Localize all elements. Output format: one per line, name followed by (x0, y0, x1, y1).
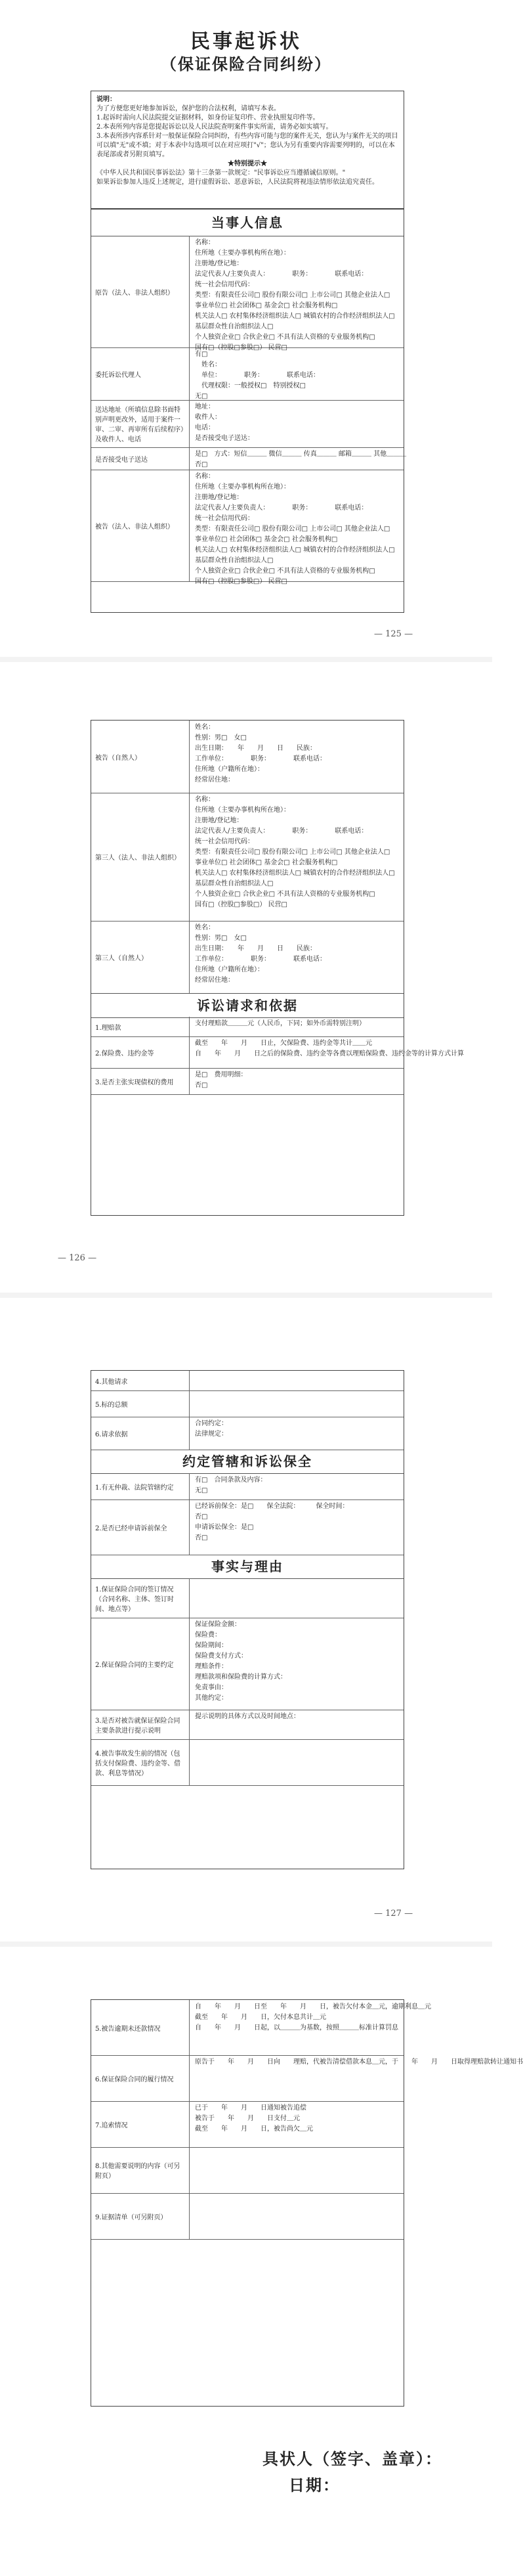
row-line: 有□ (195, 351, 208, 358)
row-label: 3.是否对被告就保证保险合同主要条款进行提示说明 (91, 1710, 190, 1739)
row-label: 1.保证保险合同的签订情况（合同名称、主体、签订时间、地点等） (91, 1578, 190, 1618)
row-line: 理赔款项和保险费的计算方式： (195, 1674, 287, 1681)
row-line: 合同约定： (195, 1420, 228, 1427)
row-value[interactable] (190, 400, 404, 447)
row-line: 保险费支付方式： (195, 1653, 247, 1660)
row-line: 注册地/登记地： (195, 494, 243, 501)
table-row (91, 921, 404, 994)
row-value[interactable] (190, 2147, 404, 2193)
row-label: 9.证据清单（可另附页） (91, 2193, 190, 2239)
row-line: 收件人： (195, 414, 221, 421)
row-line: 统一社会信用代码： (195, 838, 254, 845)
table-row (91, 2000, 431, 2056)
row-line: 姓名： (195, 724, 215, 731)
row-line: 性别：男□ 女□ (195, 935, 247, 942)
table-row (91, 1618, 404, 1710)
row-value[interactable] (190, 1739, 404, 1785)
row-line: 基层群众性自治组织法人□ (195, 880, 274, 887)
notes-line: 如果诉讼参加人违反上述规定，进行虚假诉讼、恶意诉讼，人民法院将视违法情形依法追究责任。 (96, 179, 379, 186)
row-label: 6.保证保险合同的履行情况 (91, 2055, 190, 2101)
parties-table-continued (91, 720, 464, 1216)
table-row (91, 1017, 404, 1037)
table-row (91, 1578, 404, 1618)
page-3 (0, 1298, 492, 1942)
row-line: 类型：有限责任公司□ 股份有限公司□ 上市公司□ 其他企业法人□ (195, 525, 390, 533)
row-line: 出生日期： 年 月 日 民族： (195, 745, 316, 752)
table-row (91, 1710, 404, 1740)
row-value[interactable] (190, 470, 404, 585)
row-line: 注册地/登记地： (195, 260, 243, 267)
row-value[interactable] (190, 1618, 404, 1710)
table-row (91, 347, 404, 401)
row-line: 统一社会信用代码： (195, 281, 254, 288)
row-label: 5.被告逾期未还款情况 (91, 2000, 190, 2055)
table-row (91, 236, 404, 351)
row-value[interactable] (190, 1499, 404, 1555)
row-line: 免责事由： (195, 1684, 228, 1691)
row-line: 法定代表人/主要负责人： 职务： 联系电话： (195, 828, 368, 835)
row-line: 出生日期： 年 月 日 民族： (195, 945, 316, 952)
row-line: 住所地（主要办事机构所在地）： (195, 483, 290, 491)
row-line: 自 年 月 日之后的保险费、违约金等各费以理赔保险费、违约金等的计算方式计算 (195, 1050, 464, 1057)
row-label: 被告（自然人） (91, 721, 190, 793)
row-label: 被告（法人、非法人组织） (91, 470, 190, 581)
row-label: 4.其他请求 (91, 1371, 190, 1390)
row-line: 支付理赔款＿＿＿元（人民币，下同；如外币需特别注明） (195, 1020, 366, 1027)
row-line: 事业单位□ 社会团体□ 基金会□ 社会服务机构□ (195, 859, 338, 866)
row-line: 法律规定： (195, 1431, 228, 1438)
row-line: 电话： (195, 424, 215, 432)
page-4 (0, 1947, 523, 2576)
row-label: 第三人（法人、非法人组织） (91, 793, 190, 921)
row-line: 是□ 费用明细： (195, 1071, 247, 1078)
row-value[interactable] (190, 1578, 404, 1618)
row-line: 名称： (195, 239, 215, 246)
row-line: 类型：有限责任公司□ 股份有限公司□ 上市公司□ 其他企业法人□ (195, 292, 390, 299)
table-row (91, 1068, 404, 1095)
notes-line: 《中华人民共和国民事诉讼法》第十三条第一款规定："民事诉讼应当遵循诚信原则。" (96, 169, 346, 177)
row-line: 个人独资企业□ 合伙企业□ 不具有法人资格的专业服务机构□ (195, 891, 375, 898)
row-line: 国有□（控股□参股□） 民营□ (195, 578, 287, 585)
table-row (91, 1473, 404, 1500)
row-line: 注册地/登记地： (195, 817, 243, 824)
row-line: 类型：有限责任公司□ 股份有限公司□ 上市公司□ 其他企业法人□ (195, 849, 390, 856)
row-value[interactable] (190, 1473, 404, 1499)
row-line: 事业单位□ 社会团体□ 基金会□ 社会服务机构□ (195, 302, 338, 309)
row-line: 被告于 年 月 日支付＿元 (195, 2115, 300, 2122)
page-1 (0, 0, 492, 657)
row-value[interactable] (190, 2055, 523, 2101)
claims-jurisdiction-facts-table (91, 1370, 404, 1869)
row-line: 机关法人□ 农村集体经济组织法人□ 城镇农村的合作经济组织法人□ (195, 313, 395, 320)
row-label: 7.追索情况 (91, 2101, 190, 2147)
row-value[interactable] (190, 2101, 404, 2147)
row-label: 2.是否已经申请诉前保全 (91, 1499, 190, 1555)
row-line: 基层群众性自治组织法人□ (195, 323, 274, 330)
row-value[interactable] (190, 2193, 404, 2239)
notes-heading: 说明： (96, 96, 116, 103)
row-label: 2.保证保险合同的主要约定 (91, 1618, 190, 1710)
row-line: 名称： (195, 796, 215, 803)
row-line: 是否接受电子送达： (195, 435, 254, 442)
row-value[interactable] (190, 1390, 404, 1417)
row-line: 法定代表人/主要负责人： 职务： 联系电话： (195, 504, 368, 512)
row-value[interactable] (190, 1710, 404, 1739)
row-line: 保险费： (195, 1632, 221, 1639)
row-line: 理赔条件： (195, 1663, 228, 1670)
row-line: 机关法人□ 农村集体经济组织法人□ 城镇农村的合作经济组织法人□ (195, 870, 395, 877)
row-line: 否□ (195, 1513, 208, 1521)
table-row (91, 2055, 523, 2102)
row-line: 住所地（主要办事机构所在地）： (195, 250, 290, 257)
row-label: 原告（法人、非法人组织） (91, 236, 190, 347)
row-label: 5.标的总额 (91, 1390, 190, 1417)
signature-line: 具状人（签字、盖章）： (262, 2449, 442, 2468)
row-line: 申请诉讼保全：是□ (195, 1524, 254, 1531)
row-line: 统一社会信用代码： (195, 515, 254, 522)
row-line: 国有□（控股□参股□） 民营□ (195, 901, 287, 908)
row-line: 住所地（户籍所在地）： (195, 766, 264, 773)
row-line: 代理权限：一般授权□ 特别授权□ (195, 382, 306, 389)
row-line: 否□ (195, 1534, 208, 1542)
row-line: 性别：男□ 女□ (195, 734, 247, 742)
page-2 (0, 662, 492, 1293)
row-value[interactable] (190, 721, 404, 793)
table-row (91, 1371, 404, 1391)
row-line: 无□ (195, 393, 208, 400)
row-line: 已于 年 月 日通知被告追偿 (195, 2104, 306, 2112)
row-line: 无□ (195, 1487, 208, 1494)
parties-table (91, 209, 407, 613)
section-title-jurisdiction: 约定管辖和诉讼保全 (91, 1450, 404, 1474)
table-row (91, 447, 407, 470)
row-label: 6.请求依据 (91, 1417, 190, 1450)
row-line: 工作单位： 职务： 联系电话： (195, 755, 326, 763)
row-label: 8.其他需要说明的内容（可另附页） (91, 2147, 190, 2193)
table-row (91, 793, 404, 922)
row-line: 已经诉前保全：是□ 保全法院： 保全时间： (195, 1503, 349, 1510)
row-value[interactable] (190, 1417, 404, 1450)
section-title-claims: 诉讼请求和依据 (91, 993, 404, 1018)
row-label: 3.是否主张实现债权的费用 (91, 1068, 190, 1094)
table-row (91, 1417, 404, 1450)
table-row (91, 1739, 404, 1786)
page-separator (0, 1942, 492, 1947)
table-row (91, 1036, 464, 1069)
row-label: 委托诉讼代理人 (91, 347, 190, 400)
row-line: 地址： (195, 403, 215, 411)
document-title: 民事起诉状 (190, 30, 302, 53)
row-line: 名称： (195, 473, 215, 480)
table-row (91, 1499, 404, 1555)
row-line: 否□ (195, 1082, 208, 1089)
row-value[interactable] (190, 447, 407, 470)
row-line: 国有□（控股□参股□） 民营□ (195, 344, 287, 351)
table-row (91, 721, 404, 793)
row-line: 个人独资企业□ 合伙企业□ 不具有法人资格的专业服务机构□ (195, 567, 375, 575)
row-label: 1.理赔款 (91, 1017, 190, 1036)
row-value[interactable] (190, 1068, 404, 1094)
row-line: 单位： 职务： 联系电话： (195, 372, 320, 379)
row-line: 保证保险金额： (195, 1621, 241, 1628)
row-line: 截至 年 月 日，被告尚欠＿元 (195, 2125, 313, 2133)
row-line: 住所地（主要办事机构所在地）： (195, 807, 290, 814)
notes-line: 为了方便您更好地参加诉讼，保护您的合法权利，请填写本表。 (96, 105, 280, 112)
facts-table-continued (91, 1999, 523, 2407)
row-label: 1.有无仲裁、法院管辖约定 (91, 1473, 190, 1499)
row-line: 法定代表人/主要负责人： 职务： 联系电话： (195, 271, 368, 278)
notes-line: 3.本表所涉内容系针对一般保证保险合同纠纷，有些内容可能与您的案件无关，您认为与案件无关的项目可以填"无"或不填；对于本表中勾选项可以在对应项打"√"；您认为另有重要内容需要列明的，可以在本表尾部或者另附页填写。 (96, 133, 398, 158)
row-line: 经常居住地： (195, 776, 234, 784)
row-line: 经常居住地： (195, 977, 234, 984)
date-line: 日期： (289, 2476, 340, 2495)
row-line: 机关法人□ 农村集体经济组织法人□ 城镇农村的合作经济组织法人□ (195, 546, 395, 554)
row-value[interactable] (190, 921, 404, 993)
row-line: 住所地（户籍所在地）： (195, 966, 264, 973)
table-row (91, 400, 404, 448)
row-line: 工作单位： 职务： 联系电话： (195, 956, 326, 963)
row-line: 姓名： (195, 924, 215, 931)
page-separator (0, 1293, 492, 1298)
row-line: 事业单位□ 社会团体□ 基金会□ 社会服务机构□ (195, 536, 338, 543)
row-line: 截至 年 月 日止，欠保险费、违约金等共计＿＿元 (195, 1040, 372, 1047)
page-separator (0, 657, 492, 662)
row-line: 自 年 月 日起，以＿＿＿为基数，按照＿＿＿标准计算罚息 (195, 2024, 398, 2032)
row-value[interactable] (190, 793, 404, 921)
row-line: 是□ 方式：短信＿＿＿ 微信＿＿＿ 传真＿＿＿ 邮箱＿＿＿ 其他＿＿＿ (195, 451, 407, 458)
row-line: 否□ (195, 461, 208, 468)
row-label: 第三人（自然人） (91, 921, 190, 993)
document-subtitle: （保证保险合同纠纷） (161, 55, 331, 74)
page-number: — 125 — (374, 629, 413, 639)
row-value[interactable] (190, 236, 404, 351)
page-number: — 126 — (58, 1253, 97, 1263)
row-label: 送达地址（所填信息除书面特别声明更改外，适用于案件一审、二审、再审所有后续程序）及收件人、电话 (91, 400, 190, 447)
notes-warning: ★特别提示★ (228, 160, 267, 167)
notes-line: 1.起诉时需向人民法院提交证据材料，如身份证复印件、营业执照复印件等。 (96, 114, 320, 122)
row-label: 2.保险费、违约金等 (91, 1036, 190, 1068)
row-line: 自 年 月 日至 年 月 日，被告欠付本金＿元，逾期利息＿元 (195, 2003, 431, 2010)
notes-line: 2.本表所列内容是您提起诉讼以及人民法院查明案件事实所需，请务必如实填写。 (96, 123, 333, 131)
row-line: 保险期间： (195, 1642, 228, 1649)
notes-box (91, 91, 404, 209)
row-line: 姓名： (195, 361, 221, 368)
table-row (91, 1390, 404, 1417)
section-title-facts: 事实与理由 (91, 1555, 404, 1579)
row-value[interactable] (190, 1371, 404, 1390)
table-row (91, 2147, 404, 2194)
row-line: 其他约定： (195, 1695, 228, 1702)
row-line: 提示说明的具体方式以及时间地点： (195, 1713, 300, 1720)
row-value[interactable] (190, 347, 404, 400)
table-row (91, 470, 404, 585)
row-value[interactable] (190, 1017, 404, 1036)
row-value[interactable] (190, 1036, 464, 1068)
row-line: 有□ 合同条款及内容： (195, 1477, 267, 1484)
page-number: — 127 — (374, 1909, 413, 1919)
section-title-parties: 当事人信息 (91, 210, 404, 236)
row-label: 4.被告事故发生前的情况（包括支付保险费、违约金等、借款、利息等情况） (91, 1739, 190, 1785)
table-row (91, 2101, 404, 2148)
row-line: 截至 年 月 日，欠付本息共计＿元 (195, 2014, 326, 2021)
row-line: 基层群众性自治组织法人□ (195, 557, 274, 564)
row-line: 原告于 年 月 日向 理赔，代被告清偿借款本息＿元，于 年 月 日取得理赔款转让通知书 (195, 2058, 523, 2066)
row-line: 个人独资企业□ 合伙企业□ 不具有法人资格的专业服务机构□ (195, 334, 375, 341)
row-label: 是否接受电子送达 (91, 447, 190, 470)
row-value[interactable] (190, 2000, 431, 2055)
table-row (91, 2193, 404, 2240)
